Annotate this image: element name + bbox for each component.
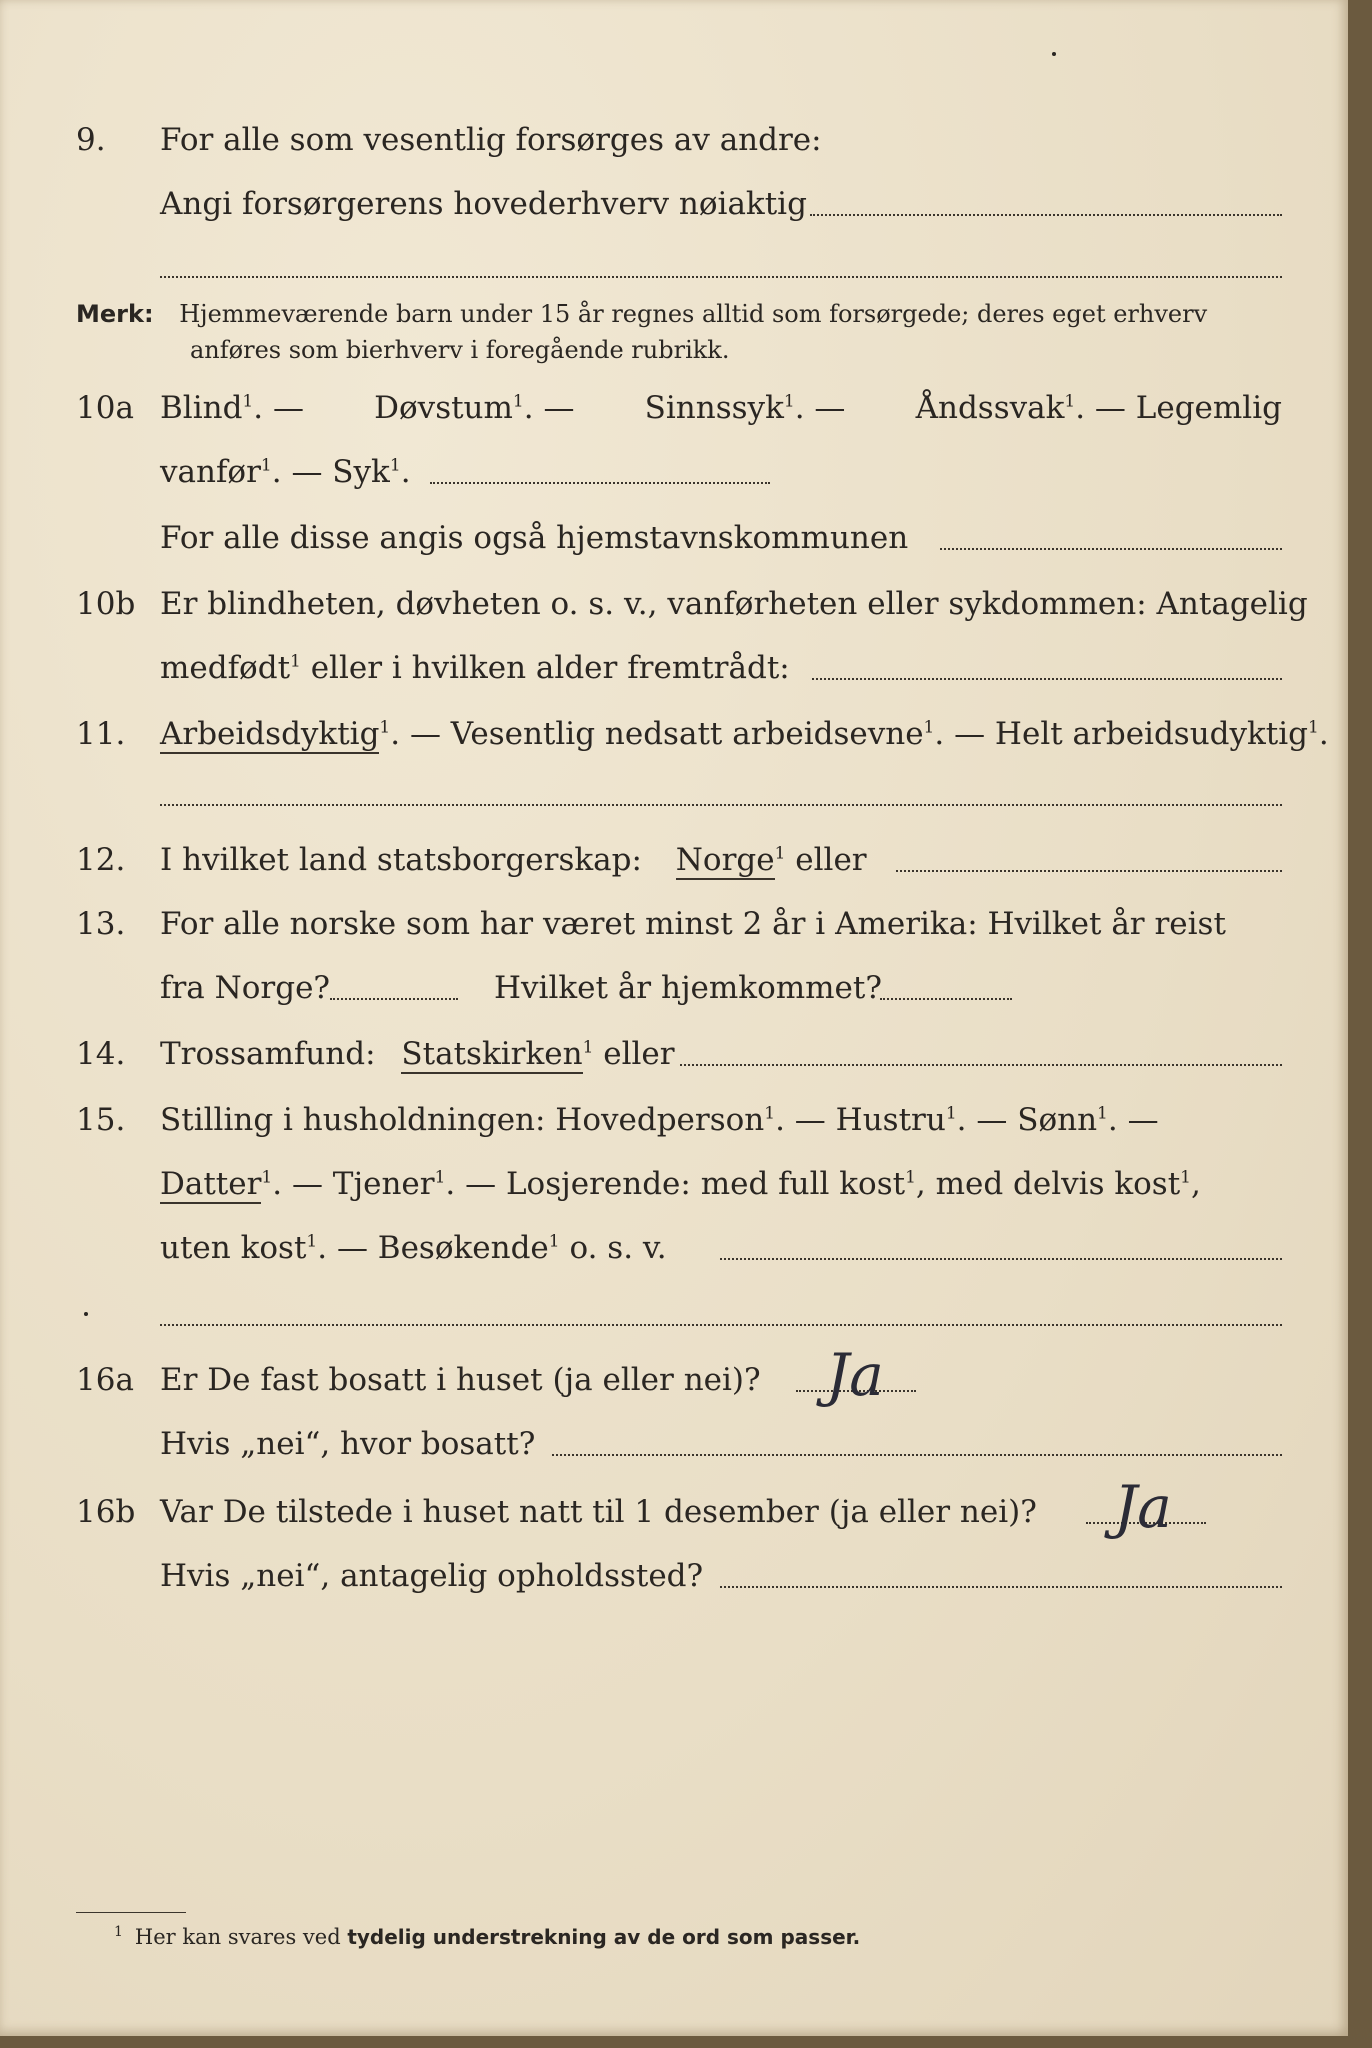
answer-line[interactable] [680, 1064, 1282, 1066]
option-nedsatt-arbeidsevne[interactable]: . — Vesentlig nedsatt arbeidsevne [390, 716, 924, 752]
question-13-line2 [0, 968, 1348, 1008]
note-merk-line2 [190, 332, 729, 368]
question-text [160, 1034, 675, 1074]
question-text: Hvis „nei“, antagelig opholdssted? [160, 1558, 704, 1594]
option-blind[interactable]: Blind [160, 390, 243, 426]
question-9-line2 [0, 184, 1348, 224]
question-text [160, 1228, 667, 1268]
answer-line-reist[interactable] [330, 998, 458, 1000]
question-number: 15. [76, 1102, 126, 1138]
question-text: eller [593, 1036, 675, 1072]
question-text [160, 840, 867, 880]
footnote-ref: 1 [582, 1037, 594, 1058]
answer-line[interactable] [160, 1324, 1282, 1326]
footnote-mark: 1 [114, 1924, 123, 1940]
question-text [160, 1164, 1201, 1204]
question-text [160, 1100, 1282, 1140]
question-number: 16b [76, 1494, 136, 1530]
option-sonn[interactable]: . — Sønn [956, 1102, 1098, 1138]
footnote-ref: 1 [905, 1167, 916, 1188]
question-text: Angi forsørgerens hovederhverv nøiaktig [160, 186, 807, 222]
question-text: eller [785, 842, 867, 878]
answer-line-hjemkommet[interactable] [880, 998, 1012, 1000]
question-text: Er De fast bosatt i huset (ja eller nei)? [160, 1362, 761, 1398]
answer-line[interactable] [720, 1586, 1282, 1588]
option-uten-kost[interactable]: uten kost [160, 1230, 307, 1266]
note-merk [76, 296, 1207, 332]
option-norge-selected[interactable]: Norge [675, 842, 775, 878]
footnote-ref: 1 [512, 391, 524, 412]
question-14 [0, 1034, 1348, 1074]
question-10b-line2 [0, 648, 1348, 688]
question-11 [0, 714, 1348, 754]
footnote-ref: 1 [774, 843, 786, 864]
option-andssvak[interactable]: Åndssvak [915, 390, 1065, 426]
note-label: Merk: [76, 300, 154, 328]
question-text: Hvis „nei“, hvor bosatt? [160, 1426, 536, 1462]
question-15-line3 [0, 1228, 1348, 1268]
question-number: 11. [76, 716, 126, 752]
footnote-ref: 1 [379, 717, 391, 738]
separator: . — [253, 390, 304, 426]
question-text: For alle norske som har været minst 2 år i Amerika: Hvilket år reist [160, 906, 1226, 942]
separator: . [400, 454, 411, 490]
question-10a-line2 [0, 452, 1348, 492]
question-16a-line2 [0, 1424, 1348, 1464]
separator: . — [523, 390, 575, 426]
question-text: Er blindheten, døvheten o. s. v., vanførheten eller sykdommen: Antagelig [160, 586, 1308, 622]
option-arbeidsdyktig-selected[interactable]: Arbeidsdyktig [160, 716, 380, 752]
option-datter-selected[interactable]: Datter [160, 1166, 262, 1202]
separator: . [1318, 716, 1329, 752]
question-text: Hvilket år hjemkommet? [494, 970, 882, 1006]
footnote-divider [76, 1912, 186, 1913]
ink-speck [1052, 52, 1056, 56]
footnote-ref: 1 [1308, 717, 1319, 738]
footnote-ref: 1 [1064, 391, 1076, 412]
footnote-ref: 1 [548, 1231, 560, 1252]
question-number: 14. [76, 1036, 126, 1072]
answer-line[interactable] [430, 482, 770, 484]
question-10a-line3 [0, 518, 1348, 558]
note-text: Hjemmeværende barn under 15 år regnes alltid som forsørgede; deres eget erhverv [179, 300, 1208, 328]
question-number: 12. [76, 842, 126, 878]
question-10a [0, 388, 1348, 428]
question-9 [0, 120, 1348, 160]
handwritten-answer: Ja [1114, 1473, 1172, 1541]
question-text: o. s. v. [559, 1230, 667, 1266]
question-text: Var De tilstede i huset natt til 1 desember (ja eller nei)? [160, 1494, 1037, 1530]
separator: . — [1107, 1102, 1159, 1138]
option-hovedperson[interactable]: Stilling i husholdningen: Hovedperson [160, 1102, 765, 1138]
option-helt-arbeidsudyktig[interactable]: . — Helt arbeidsudyktig [934, 716, 1309, 752]
answer-line[interactable] [160, 276, 1282, 278]
option-sinnssyk[interactable]: Sinnssyk [644, 390, 784, 426]
footnote-ref: 1 [1097, 1103, 1108, 1124]
handwritten-answer: Ja [826, 1341, 884, 1409]
footnote-ref: 1 [389, 455, 401, 476]
answer-line[interactable] [940, 548, 1282, 550]
separator: . — Legemlig [1075, 390, 1282, 426]
option-syk[interactable]: . — Syk [271, 454, 390, 490]
question-number: 9. [76, 122, 106, 158]
separator: , [1191, 1166, 1201, 1202]
footnote-ref: 1 [1180, 1167, 1191, 1188]
question-number: 10b [76, 586, 136, 622]
footnote-ref: 1 [783, 391, 795, 412]
question-number: 16a [76, 1362, 134, 1398]
answer-line[interactable] [812, 678, 1282, 680]
footnote-ref: 1 [764, 1103, 776, 1124]
question-text [160, 714, 1329, 754]
footnote-ref: 1 [260, 455, 272, 476]
question-text [160, 388, 1282, 428]
footnote-ref: 1 [242, 391, 254, 412]
question-15 [0, 1100, 1348, 1140]
option-delvis-kost[interactable]: , med delvis kost [915, 1166, 1181, 1202]
question-number: 10a [76, 390, 134, 426]
question-text: I hvilket land statsborgerskap: [160, 842, 642, 878]
answer-line[interactable] [896, 870, 1282, 872]
footnote-ref: 1 [434, 1167, 446, 1188]
option-tjener[interactable]: . — Tjener [272, 1166, 435, 1202]
option-statskirken-selected[interactable]: Statskirken [401, 1036, 583, 1072]
question-text: For alle som vesentlig forsørges av andre: [160, 122, 822, 158]
option-vanfor[interactable]: vanfør [160, 454, 261, 490]
question-15-line2 [0, 1164, 1348, 1204]
footnote-ref: 1 [261, 1167, 273, 1188]
question-text: fra Norge? [160, 970, 331, 1006]
footnote-bold-text: tydelig understrekning av de ord som passer. [347, 1925, 861, 1949]
option-besokende[interactable]: . — Besøkende [317, 1230, 549, 1266]
question-12 [0, 840, 1348, 880]
question-text: For alle disse angis også hjemstavnskommunen [160, 520, 909, 556]
answer-line[interactable] [720, 1258, 1282, 1260]
footnote-ref: 1 [290, 651, 301, 672]
question-text: eller i hvilken alder fremtrådt: [300, 650, 790, 686]
question-16a [0, 1360, 1348, 1400]
question-13 [0, 904, 1348, 944]
answer-line[interactable] [552, 1454, 1282, 1456]
option-dovstum[interactable]: Døvstum [374, 390, 513, 426]
footnote [114, 1924, 860, 1949]
footnote-text: Her kan svares ved [134, 1925, 348, 1949]
option-full-kost[interactable]: . — Losjerende: med full kost [445, 1166, 906, 1202]
ink-speck [84, 1312, 88, 1316]
answer-line[interactable] [810, 214, 1282, 216]
note-text: anføres som bierhverv i foregående rubrikk. [190, 336, 730, 364]
footnote-ref: 1 [923, 717, 935, 738]
separator: . — [794, 390, 846, 426]
option-medfodt[interactable]: medfødt [160, 650, 291, 686]
option-hustru[interactable]: . — Hustru [775, 1102, 946, 1138]
question-text [160, 452, 411, 492]
answer-line[interactable] [160, 804, 1282, 806]
question-10b [0, 584, 1348, 624]
question-text: Trossamfund: [160, 1036, 376, 1072]
footnote-ref: 1 [945, 1103, 957, 1124]
question-text [160, 648, 790, 688]
question-16b-line2 [0, 1556, 1348, 1596]
question-number: 13. [76, 906, 126, 942]
footnote-ref: 1 [306, 1231, 318, 1252]
